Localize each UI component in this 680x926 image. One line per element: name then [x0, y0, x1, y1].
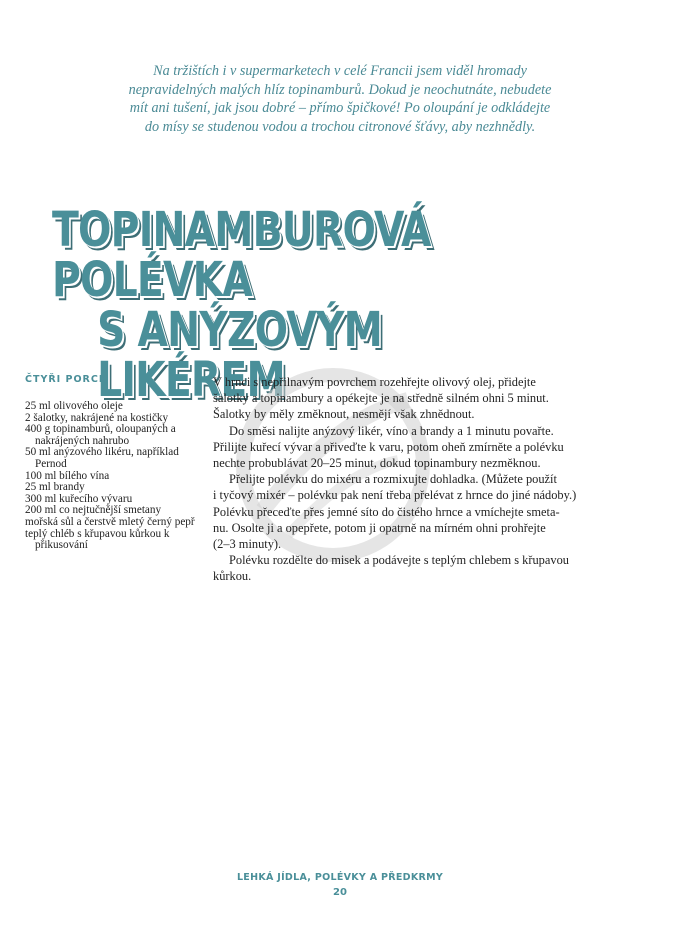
method-paragraph: Přelijte polévku do mixéru a rozmixujte dohladka. (Můžete použít i tyčový mixér – polévku pak není třeba přelévat z hrnce do jiné nádoby.) Polévku přeceďte přes jemné síto do čistého hrnce a vmíchejte smeta- nu. Osolte ji a opepřete, potom ji opatrně na mírném ohni prohřejte (2–3 minuty).	[213, 472, 577, 552]
servings-label: ČTYŘI PORCE	[25, 374, 107, 385]
recipe-title-line-2: S ANÝZOVÝM LIKÉREM	[97, 302, 382, 408]
method-paragraph: Polévku rozdělte do misek a podávejte s teplým chlebem s křupavou kůrkou.	[213, 553, 569, 584]
ingredient-item: mořská sůl a čerstvě mletý černý pepř	[25, 515, 195, 528]
intro-line: nepravidelných malých hlíz topinamburů. Dokud je neochutnáte, nebudete	[128, 81, 552, 98]
intro-line: do mísy se studenou vodou a trochou citronové šťávy, aby nezhnědly.	[144, 118, 536, 135]
ingredient-item: 300 ml kuřecího vývaru	[25, 492, 133, 505]
ingredient-item: 2 šalotky, nakrájené na kostičky	[25, 411, 169, 424]
method-text	[213, 374, 628, 585]
ingredient-item: 100 ml bílého vína	[25, 469, 110, 482]
recipe-title-line-1: TOPINAMBUROVÁ POLÉVKA	[52, 202, 431, 308]
ingredient-item: 25 ml olivového oleje	[25, 400, 123, 412]
ingredient-item: 200 ml co nejtučnější smetany	[25, 504, 162, 517]
footer-section-title: LEHKÁ JÍDLA, POLÉVKY A PŘEDKRMY	[236, 872, 444, 883]
intro-line: Na tržištích i v supermarketech v celé Francii jsem viděl hromady	[153, 63, 527, 79]
ingredient-item: 400 g topinamburů, oloupaných a nakrájených nahrubo	[25, 423, 176, 447]
intro-paragraph	[60, 62, 620, 136]
method-paragraph: V hrnci s nepřilnavým povrchem rozehřejte olivový olej, přidejte šalotky a topinambury a opékejte je na středně silném ohni 5 minut. Šalotky by měly změknout, nesmějí však zhnědnout.	[213, 375, 549, 422]
ingredient-item: teplý chléb s křupavou kůrkou k přikusování	[25, 527, 170, 552]
ingredient-item: 25 ml brandy	[25, 481, 85, 494]
intro-line: mít ani tušení, jak jsou dobré – přímo špičkové! Po oloupání je odkládejte	[129, 100, 551, 116]
ingredient-item: 50 ml anýzového likéru, například Pernod	[25, 446, 179, 470]
method-paragraph: Do směsi nalijte anýzový likér, víno a brandy a 1 minutu povařte. Přilijte kuřecí vývar a přiveďte k varu, potom oheň zmírněte a polévku nechte probublávat 20–25 minut, dokud topinambury nezměknou.	[213, 423, 564, 471]
page-number: 20	[333, 887, 347, 898]
ingredient-list	[25, 401, 195, 552]
